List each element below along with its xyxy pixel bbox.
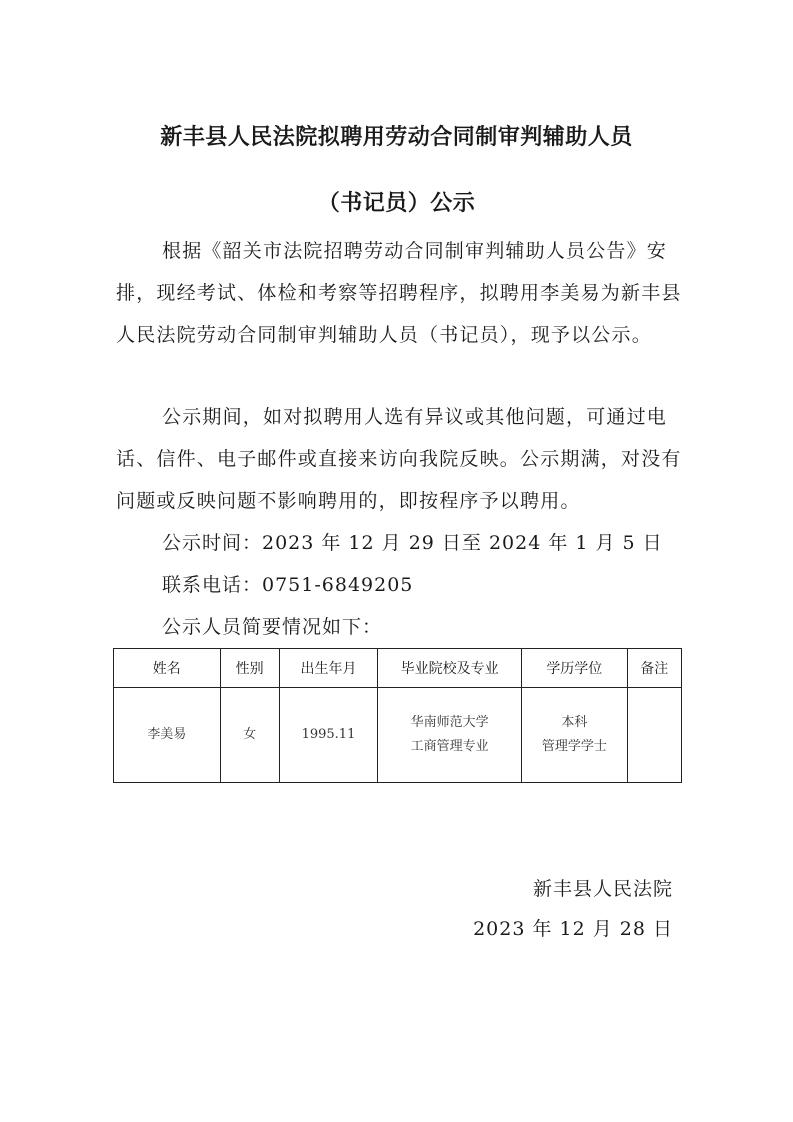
cell-school-major	[378, 688, 522, 783]
cell-birth: 1995.11	[279, 688, 377, 783]
notice-period-line: 公示时间：2023 年 12 月 29 日至 2024 年 1 月 5 日	[162, 532, 663, 554]
document-title-line2: （书记员）公示	[317, 191, 476, 216]
objection-paragraph-text: 公示期间，如对拟聘用人选有异议或其他问题，可通过电话、信件、电子邮件或直接来访向我院反映。公示期满，对没有问题或反映问题不影响聘用的，即按程序予以聘用。	[116, 406, 682, 512]
cell-education: 本科	[561, 715, 588, 730]
document-title-line1: 新丰县人民法院拟聘用劳动合同制审判辅助人员	[160, 125, 633, 150]
cell-school: 华南师范大学	[410, 715, 489, 730]
signature-date: 2023 年 12 月 28 日	[473, 918, 673, 940]
intro-paragraph-text: 根据《韶关市法院招聘劳动合同制审判辅助人员公告》安排，现经考试、体检和考察等招聘程序，拟聘用李美易为新丰县人民法院劳动合同制审判辅助人员（书记员），现予以公示。	[116, 240, 682, 346]
objection-paragraph	[116, 396, 686, 522]
cell-name: 李美易	[114, 688, 221, 783]
table-row	[114, 688, 682, 783]
header-gender: 性别	[220, 649, 279, 688]
contact-phone-line: 联系电话：0751-6849205	[162, 574, 414, 596]
cell-education-degree	[522, 688, 628, 783]
header-name: 姓名	[114, 649, 221, 688]
cell-degree: 管理学学士	[541, 739, 607, 754]
header-birth: 出生年月	[279, 649, 377, 688]
cell-gender: 女	[220, 688, 279, 783]
header-remark: 备注	[627, 649, 681, 688]
summary-intro-line: 公示人员简要情况如下：	[162, 616, 383, 638]
personnel-table	[113, 648, 682, 783]
cell-remark	[627, 688, 681, 783]
header-education: 学历学位	[522, 649, 628, 688]
table-header-row	[114, 649, 682, 688]
cell-major: 工商管理专业	[410, 739, 489, 754]
intro-paragraph	[116, 230, 686, 356]
header-school-major: 毕业院校及专业	[378, 649, 522, 688]
signature-organization: 新丰县人民法院	[532, 878, 673, 900]
